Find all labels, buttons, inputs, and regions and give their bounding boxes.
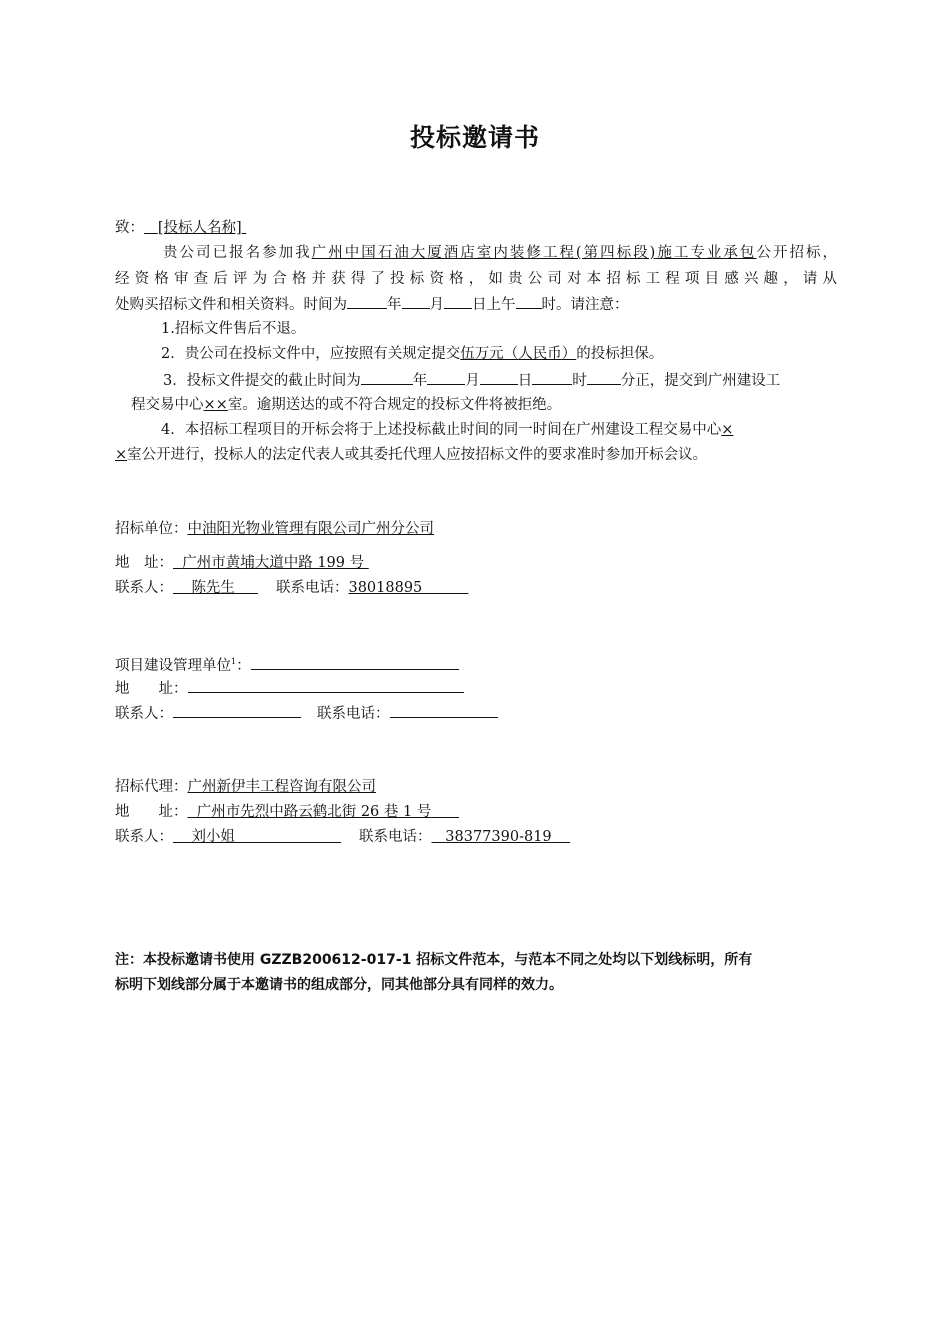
page-title: 投标邀请书 [409, 123, 540, 152]
addressee-label: 致： [115, 220, 144, 236]
bid-bond-amount: 伍万元（人民币） [460, 346, 577, 362]
manager-unit-blank [251, 655, 459, 670]
tenderer-unit-value: 中油阳光物业管理有限公司广州分公司 [187, 521, 434, 537]
addressee-line [115, 218, 246, 238]
agent-address-value: 广州市先烈中路云鹤北街 26 巷 1 号 [196, 804, 432, 820]
note-3-line-1: 3．投标文件提交的截止时间为 年 月 日 时 分正，提交到广州建设工 [163, 370, 780, 391]
tenderer-address-value: 广州市黄埔大道中路 199 号 [182, 555, 365, 571]
note-1: 1.招标文件售后不退。 [161, 321, 306, 337]
agent-contact-value: 刘小姐 [191, 829, 235, 845]
agent-contact: 联系人： 刘小姐 联系电话： 38377390-819 [115, 827, 570, 847]
note-2: 2．贵公司在投标文件中，应按照有关规定提交伍万元（人民币）的投标担保。 [161, 346, 664, 362]
manager-contact: 联系人： 联系电话： [115, 703, 498, 724]
tenderer-contact: 联系人： 陈先生 联系电话：38018895 [115, 578, 468, 598]
agent-address: 地 址： 广州市先烈中路云鹤北街 26 巷 1 号 [115, 802, 459, 822]
addressee-value: [投标人名称] [157, 220, 242, 236]
manager-address: 地 址： [115, 678, 464, 699]
intro-line-1: 贵公司已报名参加我广州中国石油大厦酒店室内装修工程(第四标段)施工专业承包公开招标， [161, 245, 838, 261]
tenderer-address: 地 址： 广州市黄埔大道中路 199 号 [115, 553, 369, 573]
agent-phone-value: 38377390-819 [445, 829, 552, 845]
manager-address-blank [188, 678, 464, 693]
manager-contact-blank [173, 703, 301, 718]
room-number-a: × [721, 422, 734, 438]
intro-line-3: 处购买招标文件和相关资料。时间为 年 月 日上午 时。请注意： [115, 294, 629, 315]
note-3-line-2: 程交易中心××室。逾期送达的或不符合规定的投标文件将被拒绝。 [131, 397, 562, 413]
room-number: ×× [203, 397, 228, 413]
manager-phone-blank [390, 703, 498, 718]
footnote-line-2: 标明下划线部分属于本邀请书的组成部分，同其他部分具有同样的效力。 [115, 977, 563, 993]
footnote [115, 948, 839, 998]
tenderer-phone-value: 38018895 [348, 580, 423, 596]
manager-unit: 项目建设管理单位$^1$： [115, 652, 459, 676]
tenderer-contact-value: 陈先生 [191, 580, 235, 596]
room-number-b: × [115, 447, 128, 463]
note-4-line-2: ×室公开进行，投标人的法定代表人或其委托代理人应按招标文件的要求准时参加开标会议。 [115, 447, 708, 463]
tenderer-unit: 招标单位：中油阳光物业管理有限公司广州分公司 [115, 521, 434, 537]
footnote-line-1: 注：本投标邀请书使用 GZZB200612-017-1 招标文件范本，与范本不同之处均以下划线标明，所有 [115, 952, 753, 968]
agent-unit-value: 广州新伊丰工程咨询有限公司 [187, 779, 376, 795]
note-4-line-1: 4．本招标工程项目的开标会将于上述投标截止时间的同一时间在广州建设工程交易中心× [161, 422, 734, 438]
agent-unit: 招标代理：广州新伊丰工程咨询有限公司 [115, 779, 376, 795]
project-name: 广州中国石油大厦酒店室内装修工程(第四标段)施工专业承包 [311, 245, 757, 261]
intro-line-2: 经资格审查后评为合格并获得了投标资格，如贵公司对本招标工程项目感兴趣，请从 [115, 271, 837, 287]
